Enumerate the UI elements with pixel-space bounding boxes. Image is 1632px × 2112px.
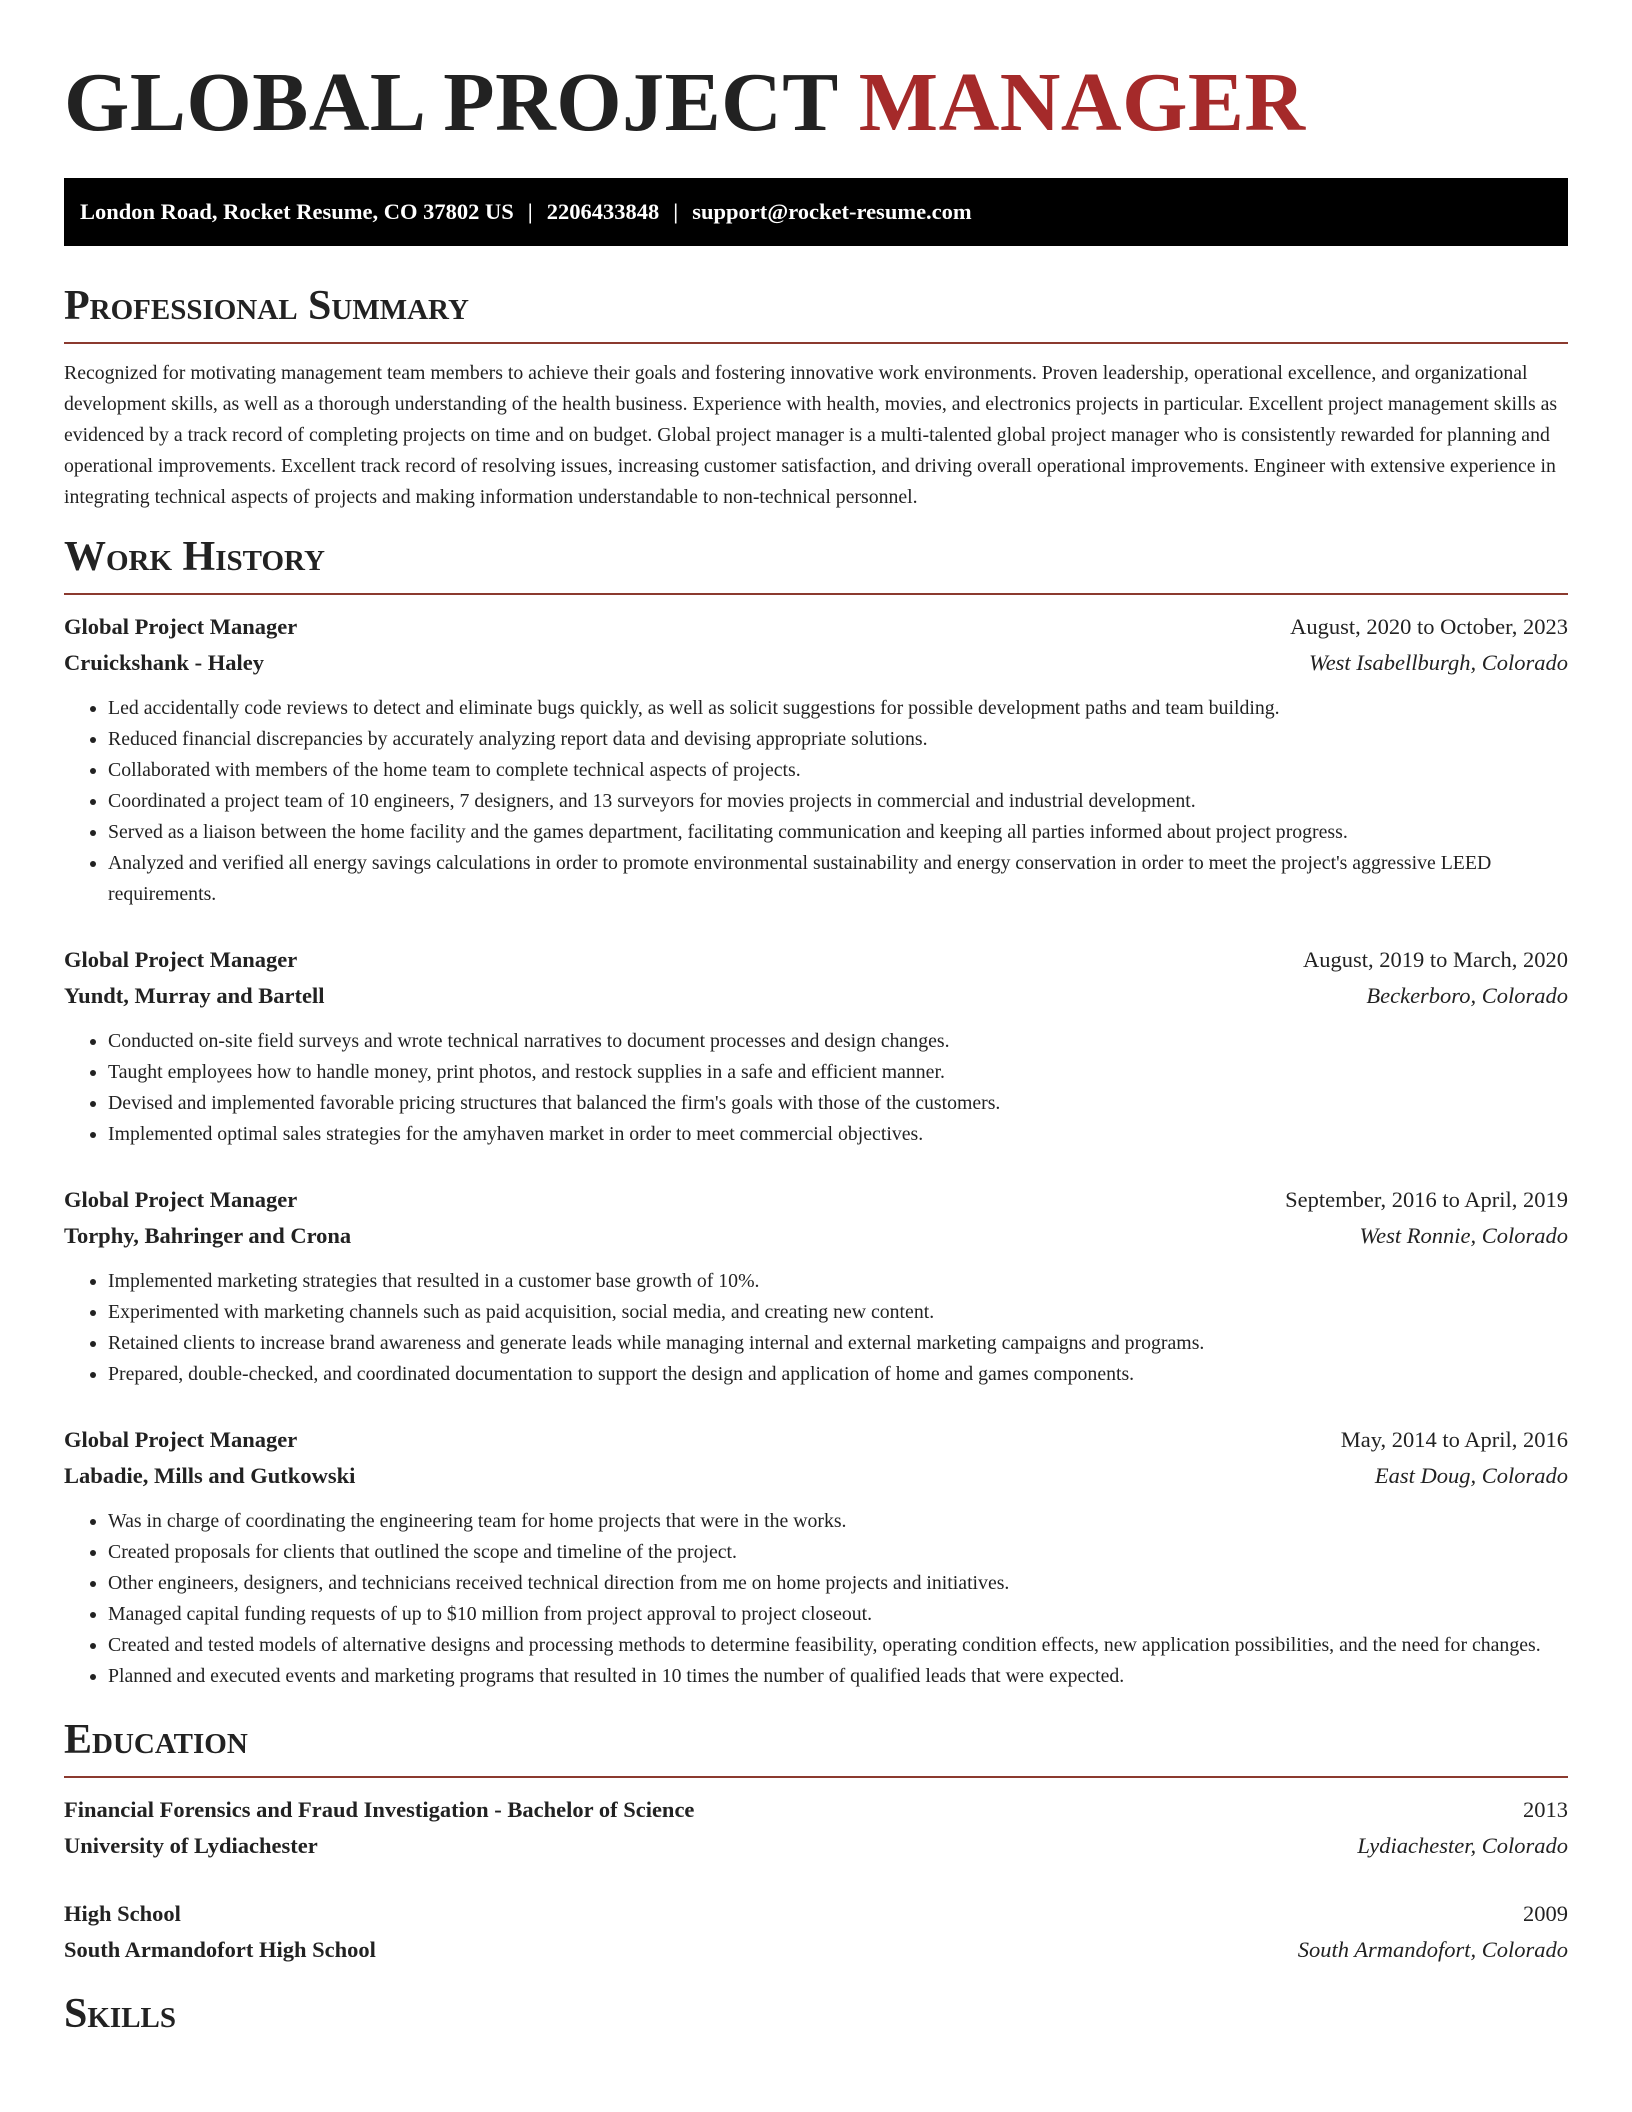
contact-separator: |: [673, 199, 679, 224]
job-bullets: [64, 1266, 1568, 1390]
education-entry: [64, 1792, 1568, 1864]
education-entry: [64, 1896, 1568, 1968]
resume-title: [64, 50, 1568, 156]
work-history-heading: Work History: [64, 534, 325, 580]
job-bullet: • Collaborated with members of the home team to complete technical aspects of projects.: [108, 755, 1568, 786]
job-entry: [64, 1182, 1568, 1390]
job-bullet: • Experimented with marketing channels such as paid acquisition, social media, and creating new content.: [108, 1297, 1568, 1328]
job-location: East Doug, Colorado: [1374, 1463, 1568, 1488]
job-entry: [64, 609, 1568, 910]
job-bullet: • Taught employees how to handle money, print photos, and restock supplies in a safe and efficient manner.: [108, 1057, 1568, 1088]
education-degree: High School: [64, 1901, 181, 1926]
contact-separator: |: [527, 199, 533, 224]
job-dates: September, 2016 to April, 2019: [1285, 1187, 1568, 1212]
education-location: South Armandofort, Colorado: [1297, 1937, 1568, 1962]
summary-text: Recognized for motivating management team members to achieve their goals and fostering innovative work environments. Proven leadership, operational excellence, and organizational development skills, as well as a thorough understanding of the health business. Experience with health, movies, and electronics projects in particular. Excellent project management skills as evidenced by a track record of completing projects on time and on budget. Global project manager is a multi-talented global project manager who is consistently rewarded for planning and operational improvements. Excellent track record of resolving issues, increasing customer satisfaction, and driving overall operational improvements. Engineer with extensive experience in integrating technical aspects of projects and making information understandable to non-technical personnel.: [64, 362, 1558, 508]
job-bullet: • Led accidentally code reviews to detect and eliminate bugs quickly, as well as solicit suggestions for possible development paths and team building.: [108, 693, 1568, 724]
job-company: Yundt, Murray and Bartell: [64, 983, 325, 1008]
education-year: 2009: [1523, 1901, 1568, 1926]
contact-email[interactable]: support@rocket-resume.com: [692, 199, 972, 224]
section-divider: [64, 593, 1568, 595]
job-bullets: [64, 1506, 1568, 1692]
education-section: [64, 1714, 1568, 1968]
title-main: GLOBAL PROJECT: [64, 56, 838, 149]
job-bullet: • Conducted on-site field surveys and wrote technical narratives to document processes and design changes.: [108, 1026, 1568, 1057]
work-history-section: [64, 531, 1568, 1692]
title-accent: MANAGER: [858, 56, 1306, 149]
job-bullet: • Reduced financial discrepancies by accurately analyzing report data and devising appropriate solutions.: [108, 724, 1568, 755]
job-title: Global Project Manager: [64, 1187, 298, 1212]
job-bullet: • Devised and implemented favorable pricing structures that balanced the firm's goals with those of the customers.: [108, 1088, 1568, 1119]
job-dates: May, 2014 to April, 2016: [1340, 1427, 1568, 1452]
job-title: Global Project Manager: [64, 1427, 298, 1452]
education-heading: Education: [64, 1717, 248, 1763]
job-bullet: • Prepared, double-checked, and coordinated documentation to support the design and application of home and games components.: [108, 1359, 1568, 1390]
skills-section: [64, 1988, 1568, 2040]
job-bullets: [64, 1026, 1568, 1150]
skills-heading: Skills: [64, 1991, 177, 2037]
job-company: Labadie, Mills and Gutkowski: [64, 1463, 356, 1488]
job-bullet: • Other engineers, designers, and technicians received technical direction from me on home projects and initiatives.: [108, 1568, 1568, 1599]
job-title: Global Project Manager: [64, 947, 298, 972]
summary-section: [64, 280, 1568, 513]
job-bullet: • Created proposals for clients that outlined the scope and timeline of the project.: [108, 1537, 1568, 1568]
job-company: Torphy, Bahringer and Crona: [64, 1223, 352, 1248]
job-bullets: [64, 693, 1568, 910]
education-school: South Armandofort High School: [64, 1937, 376, 1962]
education-year: 2013: [1523, 1797, 1568, 1822]
job-company: Cruickshank - Haley: [64, 650, 265, 675]
section-divider: [64, 342, 1568, 344]
job-bullet: • Analyzed and verified all energy savings calculations in order to promote environmental sustainability and energy conservation in order to meet the project's aggressive LEED requirements.: [108, 848, 1568, 910]
job-bullet: • Implemented optimal sales strategies for the amyhaven market in order to meet commercial objectives.: [108, 1119, 1568, 1150]
contact-address: London Road, Rocket Resume, CO 37802 US: [80, 199, 514, 224]
job-bullet: • Implemented marketing strategies that resulted in a customer base growth of 10%.: [108, 1266, 1568, 1297]
education-location: Lydiachester, Colorado: [1357, 1833, 1568, 1858]
job-location: West Ronnie, Colorado: [1359, 1223, 1568, 1248]
job-location: Beckerboro, Colorado: [1366, 983, 1568, 1008]
job-entry: [64, 942, 1568, 1150]
job-dates: August, 2020 to October, 2023: [1290, 614, 1568, 639]
job-entry: [64, 1422, 1568, 1692]
contact-phone: 2206433848: [546, 199, 660, 224]
job-dates: August, 2019 to March, 2020: [1303, 947, 1568, 972]
job-bullet: • Served as a liaison between the home facility and the games department, facilitating communication and keeping all parties informed about project progress.: [108, 817, 1568, 848]
contact-bar: [64, 178, 1568, 246]
education-degree: Financial Forensics and Fraud Investigation - Bachelor of Science: [64, 1797, 695, 1822]
section-divider: [64, 1776, 1568, 1778]
job-bullet: • Planned and executed events and marketing programs that resulted in 10 times the number of qualified leads that were expected.: [108, 1661, 1568, 1692]
summary-heading: Professional Summary: [64, 283, 469, 329]
job-bullet: • Retained clients to increase brand awareness and generate leads while managing internal and external marketing campaigns and programs.: [108, 1328, 1568, 1359]
job-location: West Isabellburgh, Colorado: [1309, 650, 1568, 675]
education-school: University of Lydiachester: [64, 1833, 318, 1858]
job-title: Global Project Manager: [64, 614, 298, 639]
job-bullet: • Was in charge of coordinating the engineering team for home projects that were in the works.: [108, 1506, 1568, 1537]
job-bullet: • Managed capital funding requests of up to $10 million from project approval to project closeout.: [108, 1599, 1568, 1630]
job-bullet: • Coordinated a project team of 10 engineers, 7 designers, and 13 surveyors for movies projects in commercial and industrial development.: [108, 786, 1568, 817]
job-bullet: • Created and tested models of alternative designs and processing methods to determine feasibility, operating condition effects, new application possibilities, and the need for changes.: [108, 1630, 1568, 1661]
